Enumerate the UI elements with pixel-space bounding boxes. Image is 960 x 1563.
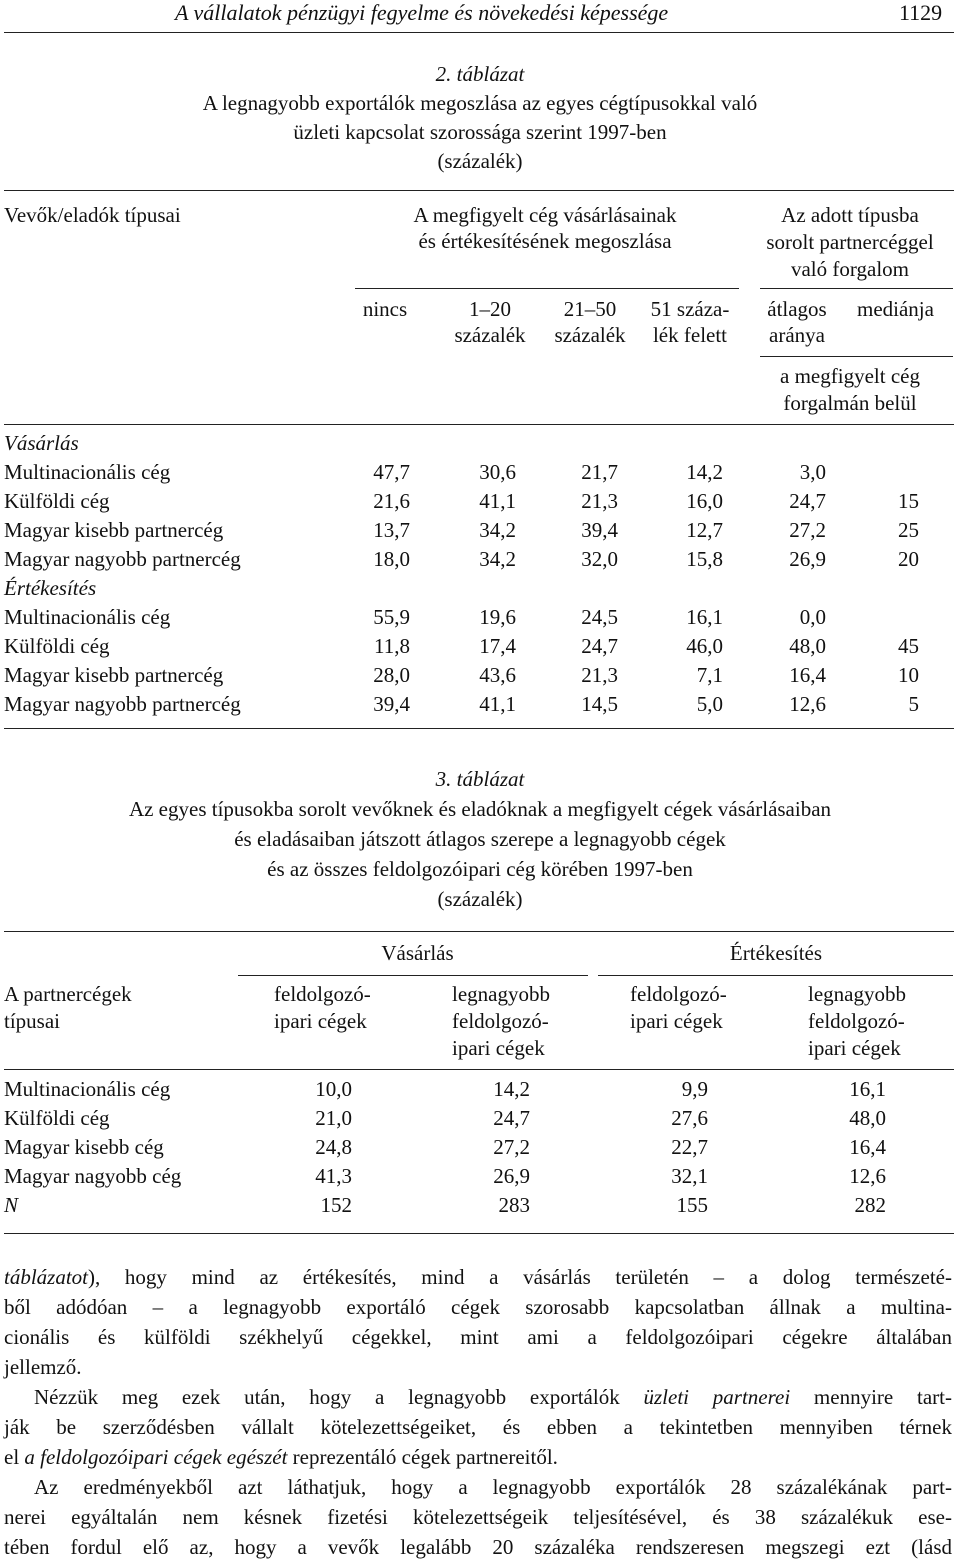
table3-cell: 10,0 [315, 1077, 352, 1101]
table3-col2-line1: legnagyobb [452, 982, 550, 1006]
table2-row-label: Multinacionális cég [4, 460, 171, 484]
table3-group-sales-rule [598, 975, 953, 976]
table2-cell: 14,5 [581, 692, 618, 716]
table3-cell: 21,0 [315, 1106, 352, 1130]
table2-cell: 32,0 [581, 547, 618, 571]
table3-cell: 9,9 [681, 1077, 708, 1101]
table2-cell: 39,4 [373, 692, 410, 716]
table2-cell: 21,3 [581, 663, 618, 687]
p1-line3: cionális és külföldi székhelyű cégekkel, mint ami a feldolgozóipari cégekre általában [4, 1325, 952, 1349]
table3-col2-line3: ipari cégek [452, 1036, 545, 1060]
table2-cell: 15,8 [686, 547, 723, 571]
table2-cell: 0,0 [799, 605, 826, 629]
table2-group1-line1: A megfigyelt cég vásárlásainak [413, 203, 677, 227]
table3-cell: 26,9 [493, 1164, 530, 1188]
header-rule [4, 32, 954, 33]
table2-subnote-line2: forgalmán belül [783, 391, 917, 415]
table2-cell: 26,9 [789, 547, 826, 571]
table2-row-label: Multinacionális cég [4, 605, 171, 629]
table2-col-21-50-unit: százalék [554, 323, 626, 347]
p2-line2: ják be szerződésben vállalt kötelezettségeiket, és ebben a tekintetben mennyiben térnek [4, 1415, 952, 1439]
table2-cell: 28,0 [373, 663, 410, 687]
table2-cell: 24,7 [581, 634, 618, 658]
table3-col3-line2: ipari cégek [630, 1009, 723, 1033]
table2-subnote-line1: a megfigyelt cég [780, 364, 920, 388]
p3-line3: tében fordul elő az, hogy a vevők legalább 20 százaléka rendszeresen megszegi ezt (lásd [4, 1535, 952, 1559]
table2-cell: 46,0 [686, 634, 723, 658]
table3-row-label: N [4, 1193, 19, 1217]
table3-col4-line1: legnagyobb [808, 982, 906, 1006]
body-paragraph-3 [4, 1472, 952, 1562]
table3-cell: 155 [676, 1193, 708, 1217]
table3-cell: 16,1 [849, 1077, 886, 1101]
table2-cell: 16,4 [789, 663, 826, 687]
table2-subnote-rule [760, 356, 953, 357]
table3-cell: 283 [498, 1193, 530, 1217]
page-number: 1129 [899, 0, 943, 25]
table3-col1-line2: ipari cégek [274, 1009, 367, 1033]
table3-caption-line1: Az egyes típusokba sorolt vevőknek és eladóknak a megfigyelt cégek vásárlásaiban [128, 797, 832, 821]
running-header-title: A vállalatok pénzügyi fegyelme és növekedési képessége [175, 0, 669, 25]
table2-row-label: Külföldi cég [4, 634, 110, 658]
table2-group2-line2: sorolt partnercéggel [766, 230, 934, 254]
table3-row-label: Magyar kisebb cég [4, 1135, 164, 1159]
table2-cell: 34,2 [479, 547, 516, 571]
p2-line1 [4, 1382, 952, 1412]
table2-cell: 43,6 [479, 663, 516, 687]
table2-cell: 15 [898, 489, 919, 513]
table3-cell: 24,7 [493, 1106, 530, 1130]
table2-cell: 16,1 [686, 605, 723, 629]
table2-col-1-20: 1–20 [469, 297, 511, 321]
table2-row-label: Magyar nagyobb partnercég [4, 692, 241, 716]
table2-cell: 3,0 [799, 460, 826, 484]
table2-group2-line1: Az adott típusba [781, 203, 919, 227]
p1-line1-italic: táblázatot [4, 1265, 89, 1289]
table3-col-type-line2: típusai [4, 1009, 60, 1033]
table2-cell: 30,6 [479, 460, 516, 484]
table2-caption-line1: A legnagyobb exportálók megoszlása az egyes cégtípusokkal való [202, 91, 758, 115]
table3-col-type-line1: A partnercégek [4, 982, 132, 1006]
table2-cell: 16,0 [686, 489, 723, 513]
table2-cell: 10 [898, 663, 919, 687]
table2-number: 2. táblázat [435, 62, 525, 86]
table2-cell: 21,7 [581, 460, 618, 484]
table2-cell: 24,7 [789, 489, 826, 513]
table2-cell: 5 [908, 692, 919, 716]
table3-cell: 48,0 [849, 1106, 886, 1130]
table3-caption-line2: és eladásaiban játszott átlagos szerepe a legnagyobb cégek [234, 827, 726, 851]
table2-section-title: Vásárlás [4, 431, 79, 455]
table2-cell: 19,6 [479, 605, 516, 629]
p2-line3-italic: a feldolgozóipari cégek egészét [24, 1445, 288, 1469]
table2-col-51plus: 51 száza- [650, 297, 730, 321]
p2-line1-a: Nézzük meg ezek után, hogy a legnagyobb exportálók [34, 1385, 644, 1409]
table3-col3-line1: feldolgozó- [630, 982, 727, 1006]
table2-cell: 12,7 [686, 518, 723, 542]
p1-line2: ből adódóan – a legnagyobb exportáló cégek szorosabb kapcsolatban állnak a multina- [4, 1295, 952, 1319]
p2-line3-c: reprezentáló cégek partnereitől. [287, 1445, 558, 1469]
table2-cell: 41,1 [479, 489, 516, 513]
table2-col-21-50: 21–50 [563, 297, 617, 321]
table3-cell: 152 [320, 1193, 352, 1217]
table3-group-purchase-rule [238, 975, 588, 976]
p2-line1-c: mennyire tart- [790, 1385, 952, 1409]
table2-col-1-20-unit: százalék [454, 323, 526, 347]
table3-cell: 282 [854, 1193, 886, 1217]
table2-col-nincs: nincs [362, 297, 408, 321]
table2-row-label: Magyar kisebb partnercég [4, 518, 224, 542]
table2-cell: 18,0 [373, 547, 410, 571]
table2-col-type: Vevők/eladók típusai [4, 203, 181, 227]
table2-cell: 5,0 [696, 692, 723, 716]
table2-group2-rule [760, 288, 953, 289]
table2-cell: 21,6 [373, 489, 410, 513]
table2-group1-rule [355, 288, 739, 289]
p3-line1: Az eredményekből azt láthatjuk, hogy a legnagyobb exportálók 28 százalékának part- [34, 1475, 952, 1499]
table2-col-atlagos: átlagos [767, 297, 827, 321]
table3-number: 3. táblázat [435, 767, 525, 791]
table3-cell: 27,2 [493, 1135, 530, 1159]
table2-cell: 12,6 [789, 692, 826, 716]
table2-cell: 41,1 [479, 692, 516, 716]
table3-col1-line1: feldolgozó- [274, 982, 371, 1006]
table2-cell: 39,4 [581, 518, 618, 542]
p3-line2: nerei egyáltalán nem késnek fizetési kötelezettségeik teljesítésével, és 38 százalékuk ese- [4, 1505, 952, 1529]
table2-top-rule [4, 190, 954, 191]
table2-cell: 17,4 [479, 634, 516, 658]
table2-cell: 25 [898, 518, 919, 542]
table3-col2-line2: feldolgozó- [452, 1009, 549, 1033]
table3-cell: 32,1 [671, 1164, 708, 1188]
table3-cell: 22,7 [671, 1135, 708, 1159]
table3-cell: 16,4 [849, 1135, 886, 1159]
table2-row-label: Magyar kisebb partnercég [4, 663, 224, 687]
table3-header-rule [4, 1069, 954, 1070]
table3-col4-line2: feldolgozó- [808, 1009, 905, 1033]
p2-line3-a: el [4, 1445, 25, 1469]
table2-cell: 14,2 [686, 460, 723, 484]
table2-row-label: Magyar nagyobb partnercég [4, 547, 241, 571]
table2-section-title: Értékesítés [4, 576, 97, 600]
p1-line1-text: ), hogy mind az értékesítés, mind a vásárlás területén – a dolog természeté- [88, 1265, 952, 1289]
table2-cell: 47,7 [373, 460, 410, 484]
table2-cell: 13,7 [373, 518, 410, 542]
table3-cell: 41,3 [315, 1164, 352, 1188]
table2-cell: 45 [898, 634, 919, 658]
table2-cell: 7,1 [696, 663, 723, 687]
table2-col-median: mediánja [857, 297, 934, 321]
table2-bottom-rule [4, 728, 954, 729]
table3-bottom-rule [4, 1233, 954, 1234]
table3-caption-line3: és az összes feldolgozóipari cég körében 1997-ben [267, 857, 693, 881]
p2-line1-italic: üzleti partnerei [643, 1385, 791, 1409]
table2-cell: 34,2 [479, 518, 516, 542]
table3-caption-line4: (százalék) [437, 887, 523, 911]
table2-cell: 48,0 [789, 634, 826, 658]
table2-cell: 20 [898, 547, 919, 571]
table3-group-sales: Értékesítés [729, 941, 823, 965]
p1-line4: jellemző. [4, 1355, 82, 1379]
body-paragraph-1 [4, 1262, 952, 1382]
table3-row-label: Magyar nagyobb cég [4, 1164, 182, 1188]
table2-header-rule [4, 424, 954, 425]
table3-top-rule [4, 931, 954, 932]
table3-cell: 27,6 [671, 1106, 708, 1130]
table2-cell: 55,9 [373, 605, 410, 629]
table2-col-atlagos-2: aránya [769, 323, 825, 347]
table2-cell: 21,3 [581, 489, 618, 513]
table2-row-label: Külföldi cég [4, 489, 110, 513]
table2-cell: 24,5 [581, 605, 618, 629]
table3-col4-line3: ipari cégek [808, 1036, 901, 1060]
table3-row-label: Külföldi cég [4, 1106, 110, 1130]
table3-cell: 14,2 [493, 1077, 530, 1101]
table2-group2-line3: való forgalom [790, 257, 909, 281]
table3-cell: 24,8 [315, 1135, 352, 1159]
p1-line1 [4, 1262, 952, 1292]
table2-cell: 11,8 [374, 634, 410, 658]
table2-cell: 27,2 [789, 518, 826, 542]
body-paragraph-2 [4, 1382, 952, 1472]
table2-col-51plus-unit: lék felett [652, 323, 728, 347]
table3-group-purchase: Vásárlás [381, 941, 454, 965]
table2-group1-line2: és értékesítésének megoszlása [418, 229, 672, 253]
table2-caption-line2: üzleti kapcsolat szorossága szerint 1997-ben [293, 120, 667, 144]
table2-caption-line3: (százalék) [437, 149, 523, 173]
p2-line3 [4, 1442, 952, 1472]
table3-row-label: Multinacionális cég [4, 1077, 171, 1101]
table3-cell: 12,6 [849, 1164, 886, 1188]
